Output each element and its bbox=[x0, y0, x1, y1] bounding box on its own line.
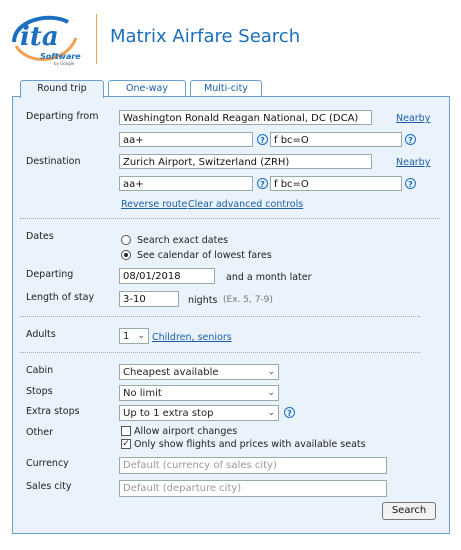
search-button[interactable]: Search bbox=[382, 502, 436, 520]
adults-select-value: 1 bbox=[123, 331, 130, 342]
extra-stops-select-value: Up to 1 extra stop bbox=[123, 408, 214, 419]
cabin-select[interactable] bbox=[119, 364, 279, 380]
sales-city-label: Sales city bbox=[26, 481, 72, 492]
logo-by: by Google bbox=[54, 61, 75, 66]
currency-label: Currency bbox=[26, 458, 69, 469]
currency-input[interactable]: Default (currency of sales city) bbox=[119, 457, 387, 474]
stay-example-hint: (Ex. 5, 7-9) bbox=[223, 295, 273, 305]
logo-text: ita bbox=[20, 22, 59, 52]
sales-city-input[interactable]: Default (departure city) bbox=[119, 480, 387, 497]
allow-airport-changes-checkbox[interactable] bbox=[121, 426, 131, 436]
allow-airport-changes-label: Allow airport changes bbox=[134, 426, 238, 437]
search-exact-dates-label: Search exact dates bbox=[137, 235, 229, 246]
destination-label: Destination bbox=[26, 156, 81, 167]
destination-routing-input[interactable]: aa+ bbox=[119, 176, 253, 191]
chevron-down-icon: ⌄ bbox=[267, 408, 275, 418]
children-seniors-link[interactable]: Children, seniors bbox=[152, 332, 232, 343]
calendar-lowest-fares-radio[interactable] bbox=[121, 250, 131, 260]
tab-round-trip[interactable]: Round trip bbox=[20, 80, 104, 98]
departing-date-label: Departing bbox=[26, 269, 74, 280]
ita-software-logo bbox=[10, 8, 82, 68]
calendar-lowest-fares-label: See calendar of lowest fares bbox=[137, 250, 272, 261]
length-of-stay-label: Length of stay bbox=[26, 292, 95, 303]
departing-extension-input[interactable]: f bc=O bbox=[270, 132, 402, 147]
extra-stops-label: Extra stops bbox=[26, 406, 80, 417]
tab-multi-city[interactable]: Multi-city bbox=[190, 80, 262, 97]
logo-subtext: Software bbox=[40, 52, 81, 61]
other-label: Other bbox=[26, 427, 53, 438]
only-available-seats-label: Only show flights and prices with available seats bbox=[134, 439, 366, 450]
departing-routing-help-icon[interactable]: ? bbox=[257, 134, 268, 145]
departing-nearby-link[interactable]: Nearby bbox=[396, 113, 431, 124]
tab-one-way[interactable]: One-way bbox=[108, 80, 186, 97]
departing-extension-help-icon[interactable]: ? bbox=[405, 134, 416, 145]
adults-label: Adults bbox=[26, 329, 56, 340]
extra-stops-help-icon[interactable]: ? bbox=[284, 407, 295, 418]
departing-from-input[interactable]: Washington Ronald Reagan National, DC (DCA) bbox=[119, 110, 372, 125]
departing-date-suffix: and a month later bbox=[226, 272, 312, 283]
clear-advanced-controls-link[interactable]: Clear advanced controls bbox=[188, 199, 304, 210]
departing-date-input[interactable]: 08/01/2018 bbox=[119, 268, 215, 284]
length-of-stay-input[interactable]: 3-10 bbox=[119, 291, 179, 307]
destination-extension-input[interactable]: f bc=O bbox=[270, 176, 402, 191]
destination-extension-help-icon[interactable]: ? bbox=[405, 178, 416, 189]
departing-from-label: Departing from bbox=[26, 111, 99, 122]
adults-select[interactable] bbox=[119, 328, 149, 344]
stops-select-value: No limit bbox=[123, 388, 162, 399]
chevron-down-icon: ⌄ bbox=[267, 367, 275, 377]
destination-nearby-link[interactable]: Nearby bbox=[396, 157, 431, 168]
cabin-label: Cabin bbox=[26, 365, 54, 376]
header-divider bbox=[96, 14, 97, 64]
reverse-route-link[interactable]: Reverse route bbox=[121, 199, 188, 210]
search-exact-dates-radio[interactable] bbox=[121, 235, 131, 245]
stops-select[interactable] bbox=[119, 385, 279, 401]
extra-stops-select[interactable] bbox=[119, 405, 279, 421]
nights-label: nights bbox=[188, 295, 218, 306]
stops-label: Stops bbox=[26, 386, 53, 397]
page-title: Matrix Airfare Search bbox=[110, 26, 301, 47]
cabin-select-value: Cheapest available bbox=[123, 367, 219, 378]
chevron-down-icon: ⌄ bbox=[137, 331, 145, 341]
section-divider bbox=[20, 352, 420, 353]
departing-routing-input[interactable]: aa+ bbox=[119, 132, 253, 147]
section-divider bbox=[20, 218, 440, 219]
chevron-down-icon: ⌄ bbox=[267, 388, 275, 398]
only-available-seats-checkbox[interactable]: ✓ bbox=[122, 439, 130, 449]
destination-input[interactable]: Zurich Airport, Switzerland (ZRH) bbox=[119, 154, 372, 169]
dates-label: Dates bbox=[26, 231, 54, 242]
destination-routing-help-icon[interactable]: ? bbox=[257, 178, 268, 189]
section-divider bbox=[20, 316, 420, 317]
